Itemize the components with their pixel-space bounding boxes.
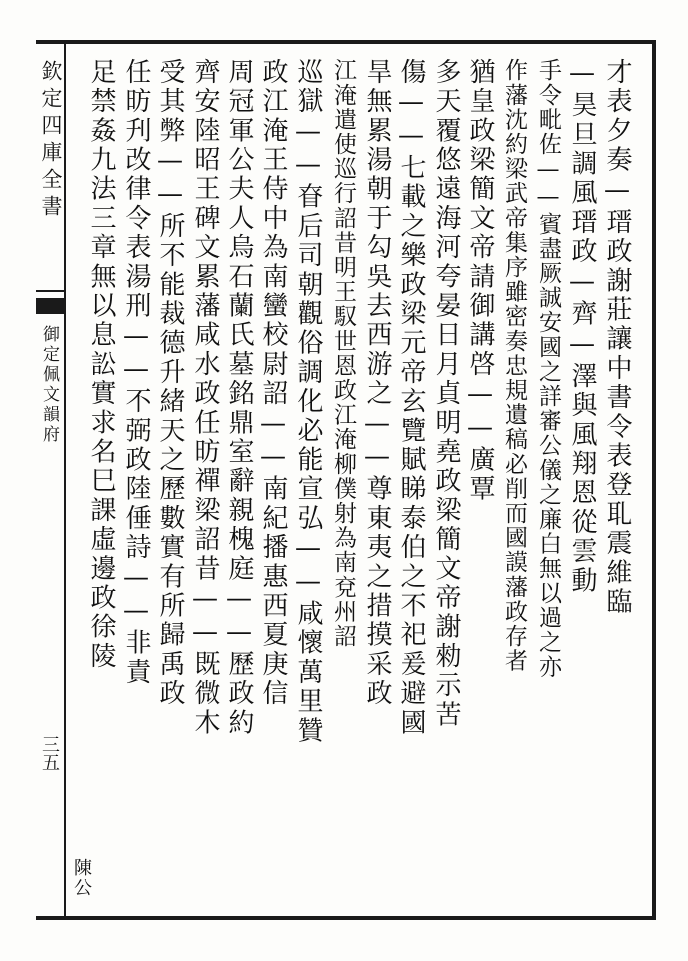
text-column: 才表夕奏—瑨政謝莊讓中書令表登耴震維臨: [602, 58, 632, 617]
text-column: 周冠軍公夫人烏石蘭氏墓銘鼎室辭親槐庭——歷政約: [224, 58, 254, 738]
text-column: —昊旦調風瑨政—齊—澤與風翔恩從雲動: [567, 58, 597, 596]
bottom-border-rule: [36, 916, 656, 920]
text-column: 受其弊——所不能裁德升緒天之歷數實有所歸禹政: [155, 58, 185, 709]
text-column: 任昉刋改律令表湯刑——不弼政陸倕詩——非責: [121, 58, 151, 688]
text-column: 多天覆悠遠海河夸晏日月貞明堯政梁簡文帝謝勑示苦: [431, 58, 461, 730]
text-column: 足禁姦九法三章無以息訟實求名巳課虛邊政徐陵: [86, 58, 116, 672]
text-column: 政江淹王侍中為南蠻校尉詔——南紀播惠西夏庚信: [258, 58, 288, 709]
text-column: 猶皇政梁簡文帝請御講啓——廣覃: [465, 58, 495, 504]
page-number: 三五: [39, 735, 60, 771]
margin-title-rule: [36, 290, 64, 292]
book-title: 欽定四庫全書: [39, 60, 63, 222]
margin-divider-rule: [64, 40, 66, 920]
text-column: 傷——七載之樂政梁元帝玄覽賦睇泰伯之不祀爰避國: [396, 58, 426, 738]
right-border-rule: [652, 40, 656, 920]
text-column: 江淹遣使巡行詔昔明王馭世恩政江淹柳僕射為南兗州詔: [330, 58, 356, 649]
volume-title: 御定佩文韻府: [39, 325, 59, 445]
top-border-rule: [36, 40, 656, 44]
text-column: 旱無累湯朝于勾吳去西游之——尊東夷之措摸采政: [362, 58, 392, 709]
text-column: 手令毗佐——賓盡厥誠安國之詳審公儀之廉白無以過之亦: [535, 58, 561, 679]
text-column: 陳公: [71, 858, 92, 898]
text-column: 齊安陸昭王碑文累藩咸水政任昉禪梁詔昔——既微木: [190, 58, 220, 738]
text-column: 巡獄——眘后司朝觀俗調化必能宣弘——咸懷萬里贊: [293, 58, 323, 746]
margin-fishtail-block: [36, 298, 64, 314]
text-column: 作藩沈約梁武帝集序雖密奏忠規遺稿必削而國謨藩政存者: [501, 58, 527, 673]
